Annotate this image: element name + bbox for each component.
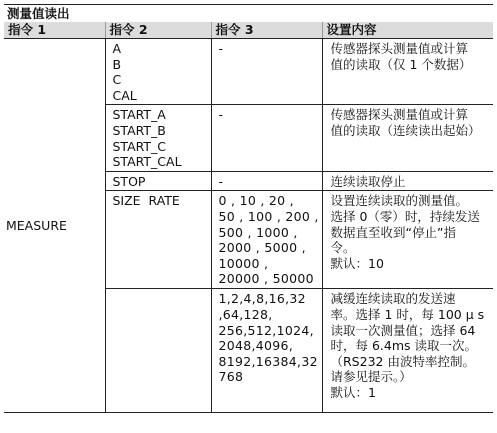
content-line: 读取一次测量值；选择 64 — [330, 322, 476, 338]
command3-value: 10000 , — [218, 255, 269, 271]
command2-value: C — [112, 72, 122, 88]
content-line: 时，每 6.4ms 读取一次。 — [330, 338, 478, 354]
command2-value: STOP — [112, 173, 146, 189]
content-cell — [322, 39, 493, 105]
command3-value: 768 — [218, 369, 244, 385]
command3-value: 50 , 100 , 200 , — [218, 208, 319, 224]
command3-cell — [211, 105, 322, 171]
command3-value: 0 , 10 , 20 , — [218, 193, 294, 209]
header-command3: 指令 3 — [211, 22, 322, 39]
content-line: 值的读取（连续读出起始） — [330, 122, 481, 138]
header-command1: 指令 1 — [4, 22, 105, 39]
command3-value: 256,512,1024, — [218, 322, 314, 338]
command2-cell — [105, 171, 211, 191]
command3-value: 8192,16384,32 — [218, 353, 318, 369]
command2-value: START_A — [112, 107, 166, 123]
command2-value: B — [112, 56, 122, 72]
content-line: 选择 0（零）时，持续发送 — [330, 208, 480, 224]
command3-value: - — [218, 41, 224, 56]
command1-cell: MEASURE — [4, 39, 105, 413]
content-line: 请参见提示。） — [330, 369, 412, 385]
command2-cell — [105, 289, 211, 413]
command3-value: 2000 , 5000 , — [218, 240, 306, 256]
command3-value: ,64,128, — [218, 306, 273, 322]
command2-cell — [105, 105, 211, 171]
command2-cell — [105, 191, 211, 289]
content-line: 连续读取停止 — [330, 173, 406, 189]
command-table — [4, 22, 493, 413]
content-line: 默认：10 — [330, 255, 384, 271]
content-cell — [322, 289, 493, 413]
command3-cell — [211, 39, 322, 105]
command3-value: 20000 , 50000 — [218, 271, 314, 287]
content-line: 令。 — [330, 240, 356, 256]
measure-command-table-section — [4, 4, 493, 413]
command2-value: START_C — [112, 138, 167, 154]
command3-value: 2048,4096, — [218, 338, 294, 354]
header-content: 设置内容 — [322, 22, 493, 39]
table-row — [4, 39, 493, 105]
content-line: 传感器探头测量值或计算 — [330, 107, 469, 123]
content-line: （RS232 由波特率控制。 — [330, 353, 475, 369]
command3-cell — [211, 191, 322, 289]
header-row — [4, 22, 493, 39]
command3-cell — [211, 171, 322, 191]
command3-value: 500 , 1000 , — [218, 224, 298, 240]
content-line: 值的读取（仅 1 个数据） — [330, 56, 472, 72]
content-cell — [322, 191, 493, 289]
command2-value: A — [112, 41, 122, 56]
content-line: 传感器探头测量值或计算 — [330, 41, 469, 56]
header-command2: 指令 2 — [105, 22, 211, 39]
content-cell — [322, 105, 493, 171]
command2-value: CAL — [112, 87, 137, 103]
command3-value: - — [218, 173, 224, 189]
content-line: 设置连续读取的测量值。 — [330, 193, 469, 209]
content-line: 减缓连续读取的发送速 — [330, 291, 456, 307]
command3-value: - — [218, 107, 224, 123]
command2-value: START_B — [112, 122, 166, 138]
command3-value: 1,2,4,8,16,32 — [218, 291, 306, 307]
content-cell — [322, 171, 493, 191]
content-line: 数据直至收到“停止”指 — [330, 224, 456, 240]
command2-cell — [105, 39, 211, 105]
command3-cell — [211, 289, 322, 413]
content-line: 默认：1 — [330, 384, 376, 400]
content-line: 率。选择 1 时，每 100 μ s — [330, 306, 485, 322]
section-title: 测量值读出 — [4, 4, 493, 22]
command2-value: SIZE RATE — [112, 193, 180, 209]
command2-value: START_CAL — [112, 154, 182, 170]
